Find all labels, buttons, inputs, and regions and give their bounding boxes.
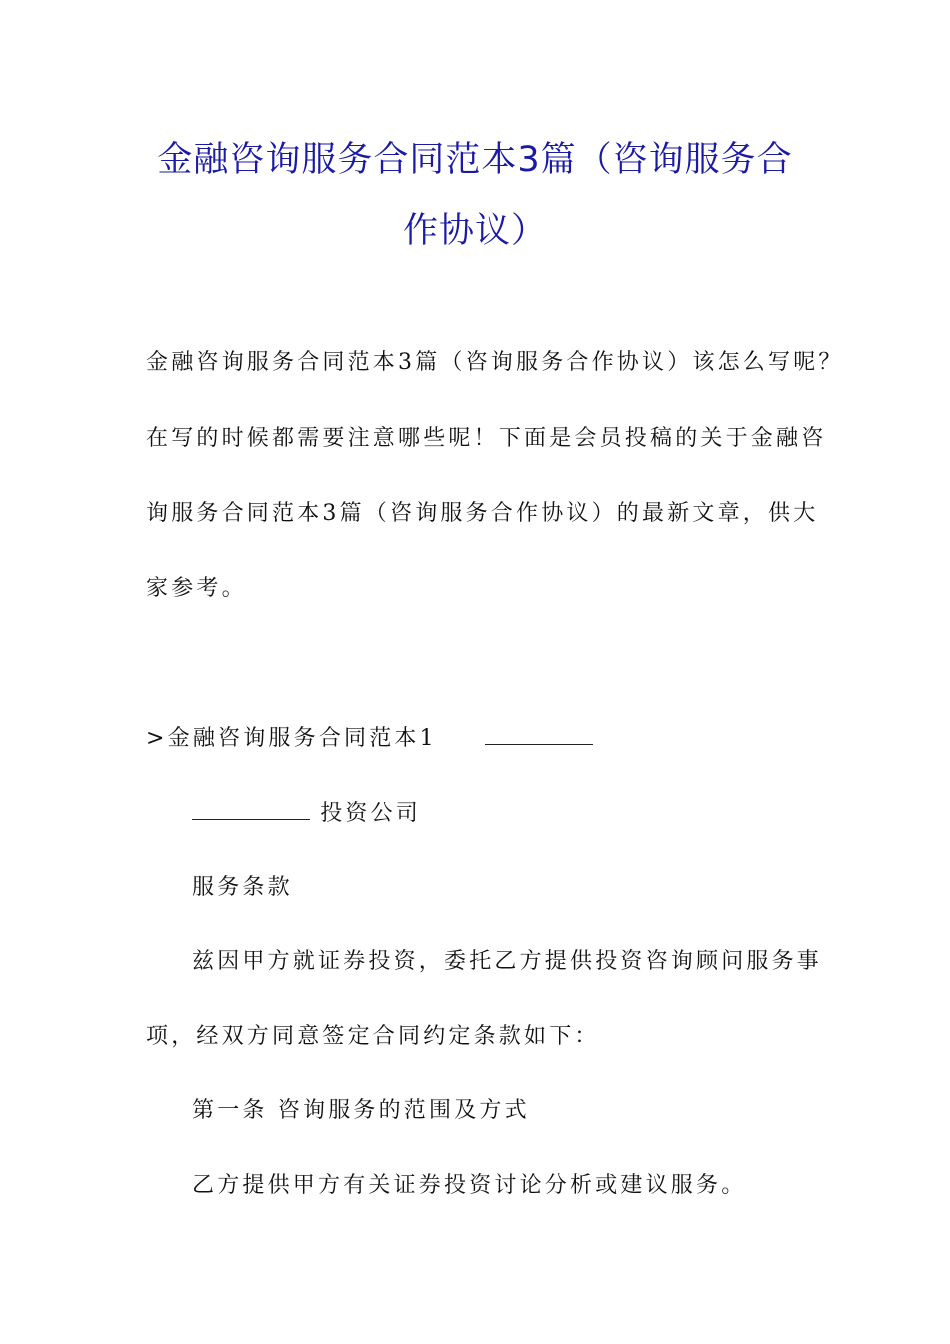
section-heading-row [146, 720, 593, 752]
article-1-heading: 第一条 咨询服务的范围及方式 [192, 1098, 530, 1123]
intro-line-3: 询服务合同范本3篇（咨询服务合作协议）的最新文章，供大 [146, 501, 819, 526]
article-1-text: 乙方提供甲方有关证券投资讨论分析或建议服务。 [192, 1173, 747, 1198]
intro-line-1: 金融咨询服务合同范本3篇（咨询服务合作协议）该怎么写呢？ [146, 350, 844, 375]
terms-heading: 服务条款 [192, 875, 293, 900]
document-title-line-1: 金融咨询服务合同范本3篇（咨询服务合 [157, 140, 793, 180]
company-suffix: 投资公司 [320, 801, 422, 826]
paragraph-1-line-2: 项，经双方同意签定合同约定条款如下： [146, 1024, 600, 1049]
party-name-blank [485, 720, 593, 745]
company-line [192, 795, 421, 827]
company-name-blank [192, 795, 310, 820]
intro-line-2: 在写的时候都需要注意哪些呢！下面是会员投稿的关于金融咨 [146, 426, 827, 451]
paragraph-1-line-1: 兹因甲方就证券投资，委托乙方提供投资咨询顾问服务事 [192, 949, 823, 974]
section-heading: >金融咨询服务合同范本1 [146, 726, 437, 751]
document-title-line-2: 作协议） [402, 211, 547, 251]
intro-line-4: 家参考。 [146, 576, 247, 601]
